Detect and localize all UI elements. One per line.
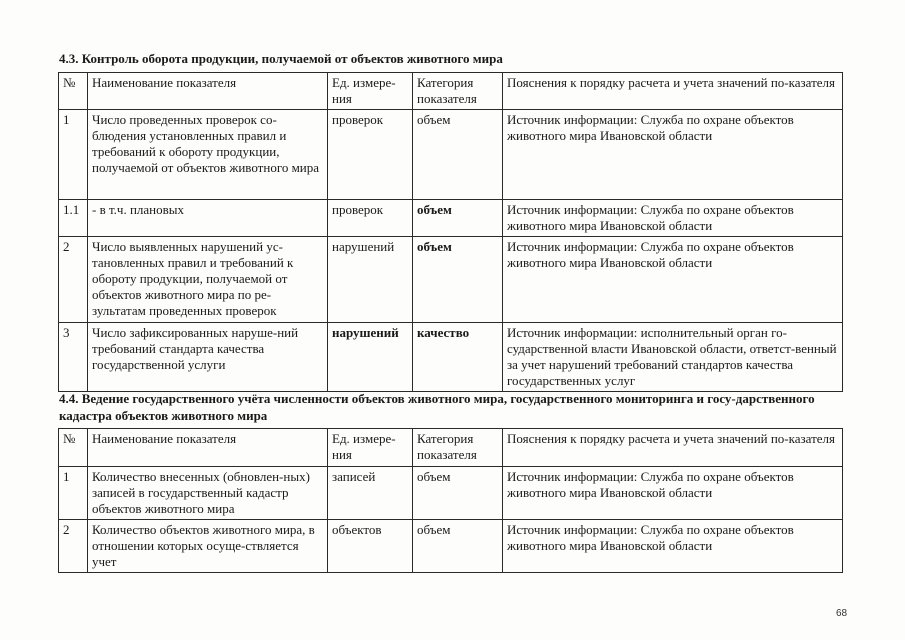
table-row xyxy=(59,110,843,200)
page-number: 68 xyxy=(836,608,848,619)
row-unit: нарушений xyxy=(328,323,413,392)
header-unit: Ед. измере-ния xyxy=(328,429,413,467)
row-note: Источник информации: Служба по охране объектов животного мира Ивановской области xyxy=(503,200,843,237)
row-category: объем xyxy=(413,237,503,323)
row-category: объем xyxy=(413,200,503,237)
row-num: 1.1 xyxy=(59,200,88,237)
header-category: Категория показателя xyxy=(413,73,503,110)
table-header-row xyxy=(59,429,843,467)
header-num: № xyxy=(59,73,88,110)
header-num: № xyxy=(59,429,88,467)
row-num: 2 xyxy=(59,520,88,573)
header-name: Наименование показателя xyxy=(88,429,328,467)
header-note: Пояснения к порядку расчета и учета значений по-казателя xyxy=(503,429,843,467)
table-header-row xyxy=(59,73,843,110)
row-unit: проверок xyxy=(328,110,413,200)
table-4-4 xyxy=(58,428,843,573)
header-unit: Ед. измере-ния xyxy=(328,73,413,110)
section-4-3-title: 4.3. Контроль оборота продукции, получаемой от объектов животного мира xyxy=(59,51,503,66)
table-row xyxy=(59,520,843,573)
row-num: 2 xyxy=(59,237,88,323)
header-category: Категория показателя xyxy=(413,429,503,467)
table-4-3 xyxy=(58,72,843,392)
row-note: Источник информации: исполнительный орган го-сударственной власти Ивановской области, ответст-венный за учет нарушений требований стандартов качества государственных услуг xyxy=(503,323,843,392)
table-row xyxy=(59,323,843,392)
table-row xyxy=(59,200,843,237)
row-category: объем xyxy=(413,467,503,520)
section-4-4-title: 4.4. Ведение государственного учёта численности объектов животного мира, государственного мониторинга и госу-дарственного кадастра объектов животного мира xyxy=(59,391,815,423)
row-unit: проверок xyxy=(328,200,413,237)
table-row xyxy=(59,467,843,520)
row-name: - в т.ч. плановых xyxy=(88,200,328,237)
header-note: Пояснения к порядку расчета и учета значений по-казателя xyxy=(503,73,843,110)
row-name: Количество объектов животного мира, в отношении которых осуще-ствляется учет xyxy=(88,520,328,573)
row-unit: объектов xyxy=(328,520,413,573)
table-row xyxy=(59,237,843,323)
row-category: объем xyxy=(413,520,503,573)
row-num: 1 xyxy=(59,467,88,520)
row-note: Источник информации: Служба по охране объектов животного мира Ивановской области xyxy=(503,520,843,573)
row-name: Число выявленных нарушений ус-тановленных правил и требований к обороту продукции, получаемой от объектов животного мира по ре-зультатам проведенных проверок xyxy=(88,237,328,323)
row-name: Число зафиксированных наруше-ний требований стандарта качества государственной услуги xyxy=(88,323,328,392)
row-note: Источник информации: Служба по охране объектов животного мира Ивановской области xyxy=(503,467,843,520)
row-num: 1 xyxy=(59,110,88,200)
row-category: объем xyxy=(413,110,503,200)
row-name: Количество внесенных (обновлен-ных) записей в государственный кадастр объектов животного мира xyxy=(88,467,328,520)
row-note: Источник информации: Служба по охране объектов животного мира Ивановской области xyxy=(503,110,843,200)
row-unit: записей xyxy=(328,467,413,520)
row-num: 3 xyxy=(59,323,88,392)
header-name: Наименование показателя xyxy=(88,73,328,110)
row-unit: нарушений xyxy=(328,237,413,323)
row-name: Число проведенных проверок со-блюдения установленных правил и требований к обороту продукции, получаемой от объектов животного мира xyxy=(88,110,328,200)
row-category: качество xyxy=(413,323,503,392)
row-note: Источник информации: Служба по охране объектов животного мира Ивановской области xyxy=(503,237,843,323)
